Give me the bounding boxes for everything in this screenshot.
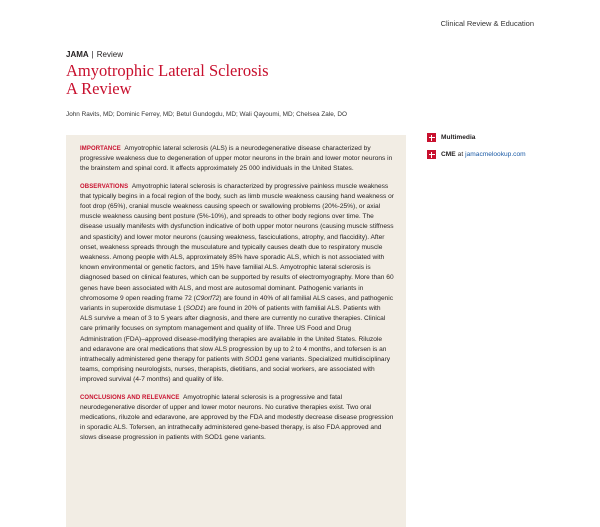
abstract-conclusions: [80, 393, 394, 444]
author-list: John Ravits, MD; Dominic Ferrey, MD; Betul Gundogdu, MD; Wali Qayoumi, MD; Chelsea Zale, DO: [66, 111, 347, 118]
gene-name-sod1: SOD1: [185, 305, 204, 313]
gene-name-sod1-2: SOD1: [244, 356, 263, 364]
journal-separator: |: [91, 50, 94, 59]
cme-label: CME: [441, 151, 456, 158]
gene-name-c9orf72: C9orf72: [195, 294, 220, 302]
cme-link[interactable]: [427, 150, 567, 159]
sidebar: [427, 133, 567, 167]
cme-at: at: [457, 151, 464, 158]
plus-icon: [427, 133, 436, 142]
abstract-observations: [80, 182, 394, 386]
journal-name: JAMA: [66, 50, 89, 59]
conclusions-label: CONCLUSIONS AND RELEVANCE: [80, 394, 180, 401]
importance-label: IMPORTANCE: [80, 146, 121, 152]
observations-text-1: Amyotrophic lateral sclerosis is characterized by progressive painless muscle weakness that typically begins in a focal region of the body, such as limb muscle weakness causing hand weakness or foot drop (65%), cranial muscle weakness causing speech or swallowing problems (20%-25%), or axial muscle weakness causing bent posture (5%-10%), and spreads to other body regions over time. The disease usually manifests with dysfunction indicative of both upper motor neurons (causing muscle stiffness and spasticity) and lower motor neurons (causing weakness, fasciculations, atrophy, and flaccidity). After onset, weakness spreads through the musculature and typically causes death due to respiratory muscle weakness. Among people with ALS, approximately 85% have sporadic ALS, which is not associated with known environmental or genetic factors, and 15% have familial ALS. Amyotrophic lateral sclerosis is diagnosed based on clinical features, which can be supported by results of electromyography. More than 60 genes have been associated with ALS, and most are autosomal dominant. Pathogenic variants in chromosome 9 open reading frame 72 (: [80, 182, 394, 302]
journal-line: [66, 50, 123, 59]
multimedia-link[interactable]: [427, 133, 567, 142]
importance-text: Amyotrophic lateral sclerosis (ALS) is a neurodegenerative disease characterized by progressive weakness due to degeneration of upper motor neurons in the brain and lower motor neurons in the brainstem and spinal cord. It affects approximately 25 000 individuals in the United States.: [80, 145, 393, 173]
article-type: Review: [96, 50, 123, 59]
observations-text-4: gene variants. Specialized multidisciplinary teams, comprising neurologists, nurses, therapists, dietitians, and social workers, are associated with improved survival (4-7 months) and quality of life.: [80, 356, 391, 384]
cme-url-link[interactable]: jamacmelookup.com: [465, 151, 526, 158]
observations-text-2: ) are found in 40% of all familial ALS cases, and pathogenic variants in superoxide dismutase 1 (: [80, 294, 394, 313]
section-label: Clinical Review & Education: [440, 19, 534, 28]
title-line-1: Amyotrophic Lateral Sclerosis: [66, 61, 269, 80]
abstract-importance: [80, 144, 394, 175]
observations-label: OBSERVATIONS: [80, 183, 129, 190]
conclusions-text: Amyotrophic lateral sclerosis is a progressive and fatal neurodegenerative disorder of upper and lower motor neurons. No curative therapies exist. Two oral medications, riluzole and edaravone, are approved by the FDA and modestly decrease disease progression in sporadic ALS. Tofersen, an intrathecally administered gene-based therapy, is also FDA approved and slows disease progression in patients with SOD1 gene variants.: [80, 393, 394, 442]
plus-icon: [427, 150, 436, 159]
multimedia-label[interactable]: Multimedia: [441, 134, 476, 141]
abstract-box: [66, 135, 406, 527]
article-title: [66, 62, 269, 98]
observations-text-3: ) are found in 20% of patients with familial ALS. Patients with ALS survive a mean of 3 to 5 years after diagnosis, and there are currently no curative therapies. Clinical care primarily focuses on symptom management and quality of life. Three US Food and Drug Administration (FDA)–approved disease-modifying therapies are available in the United States. Riluzole and edaravone are oral medications that slow ALS progression by up to 2 to 4 months, and tofersen is an intrathecally administered gene therapy for patients with: [80, 305, 387, 364]
title-line-2: A Review: [66, 79, 132, 98]
